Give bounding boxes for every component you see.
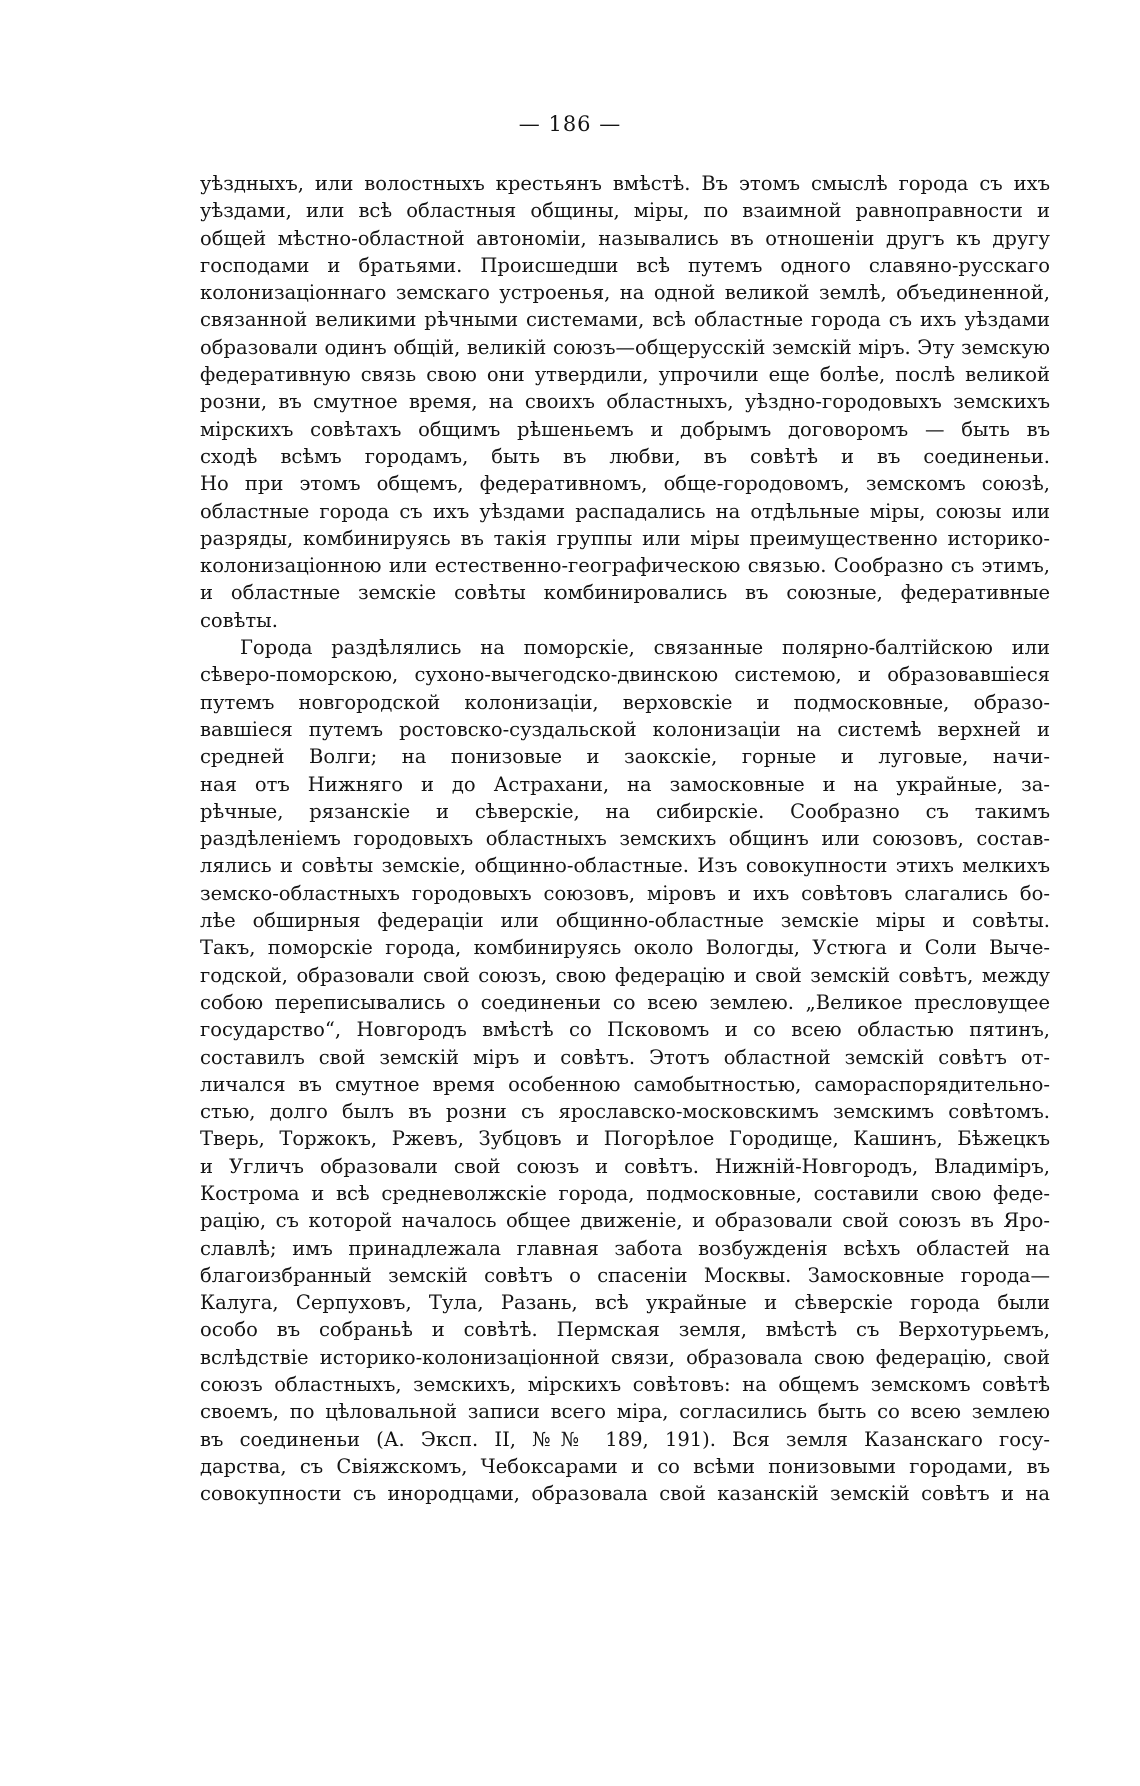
text-line: средней Волги; на понизовые и заокскіе, горные и луговые, начи- (200, 745, 1050, 769)
text-line: лѣе обширныя федераціи или общинно-областные земскіе міры и совѣты. (200, 909, 1050, 933)
text-line: годской, образовали свой союзъ, свою федерацію и свой земскій совѣтъ, между (200, 963, 1050, 987)
text-line: сходѣ всѣмъ городамъ, быть въ любви, въ совѣтѣ и въ соединеньи. (200, 444, 1050, 468)
text-line: составилъ свой земскій міръ и совѣтъ. Этотъ областной земскій совѣтъ от- (200, 1045, 1050, 1069)
text-line: славлѣ; имъ принадлежала главная забота возбужденія всѣхъ областей на (200, 1236, 1050, 1260)
text-line: земско-областныхъ городовыхъ союзовъ, міровъ и ихъ совѣтовъ слагались бо- (200, 881, 1050, 905)
text-line: вслѣдствіе историко-колонизаціонной связи, образовала свою федерацію, свой (200, 1345, 1050, 1369)
text-line: совокупности съ инородцами, образовала свой казанскій земскій совѣтъ и на (200, 1482, 1050, 1506)
text-line: мірскихъ совѣтахъ общимъ рѣшеньемъ и добрымъ договоромъ — быть въ (200, 417, 1050, 441)
text-line: особо въ собраньѣ и совѣтѣ. Пермская земля, вмѣстѣ съ Верхотурьемъ, (200, 1318, 1050, 1342)
text-line: общей мѣстно-областной автономіи, назывались въ отношеніи другъ къ другу (200, 226, 1050, 250)
text-line: уѣздныхъ, или волостныхъ крестьянъ вмѣстѣ. Въ этомъ смыслѣ города съ ихъ (200, 172, 1050, 195)
text-line: связанной великими рѣчными системами, всѣ областные города съ ихъ уѣздами (200, 308, 1050, 332)
text-line: уѣздами, или всѣ областныя общины, міры, по взаимной равноправности и (200, 199, 1050, 223)
text-line: розни, въ смутное время, на своихъ областныхъ, уѣздно-городовыхъ земскихъ (200, 390, 1050, 414)
text-line: своемъ, по цѣловальной записи всего міра, согласились быть со всею землею (200, 1400, 1050, 1424)
text-line: образовали одинъ общій, великій союзъ—общерусскій земскій міръ. Эту земскую (200, 335, 1050, 359)
text-line: личался въ смутное время особенною самобытностью, самораспорядительно- (200, 1072, 1050, 1096)
text-line: Калуга, Серпуховъ, Тула, Разань, всѣ украйные и сѣверскіе города были (200, 1291, 1050, 1315)
paragraph-1 (200, 170, 1050, 634)
text-line: ная отъ Нижняго и до Астрахани, на замосковные и на украйные, за- (200, 772, 1050, 796)
page-number: — 186 — (518, 112, 622, 136)
text-line: собою переписывались о соединеньи со всею землею. „Великое пресловущее (200, 990, 1050, 1014)
text-line: Тверь, Торжокъ, Ржевъ, Зубцовъ и Погорѣлое Городище, Кашинъ, Бѣжецкъ (200, 1127, 1050, 1151)
text-line: сѣверо-поморскою, сухоно-вычегодско-двинскою системою, и образовавшіеся (200, 663, 1050, 687)
text-line: въ соединеньи (А. Эксп. II, №№ 189, 191). Вся земля Казанскаго госу- (200, 1427, 1050, 1451)
text-line: Такъ, поморскіе города, комбинируясь около Вологды, Устюга и Соли Выче- (200, 936, 1050, 960)
text-line: благоизбранный земскій совѣтъ о спасеніи Москвы. Замосковные города— (200, 1263, 1050, 1287)
text-line: и Угличъ образовали свой союзъ и совѣтъ. Нижній-Новгородъ, Владиміръ, (200, 1154, 1050, 1178)
text-line: вавшіеся путемъ ростовско-суздальской колонизаціи на системѣ верхней и (200, 717, 1050, 741)
text-line: рацію, съ которой началось общее движеніе, и образовали свой союзъ въ Яро- (200, 1209, 1050, 1233)
text-line: раздѣленіемъ городовыхъ областныхъ земскихъ общинъ или союзовъ, состав- (200, 827, 1050, 851)
text-line: областные города съ ихъ уѣздами распадались на отдѣльные міры, союзы или (200, 499, 1050, 523)
text-line: союзъ областныхъ, земскихъ, мірскихъ совѣтовъ: на общемъ земскомъ совѣтѣ (200, 1373, 1050, 1397)
text-line: рѣчные, рязанскіе и сѣверскіе, на сибирскіе. Сообразно съ такимъ (200, 799, 1050, 823)
text-line: господами и братьями. Происшедши всѣ путемъ одного славяно-русскаго (200, 253, 1050, 277)
text-line: Но при этомъ общемъ, федеративномъ, обще-городовомъ, земскомъ союзѣ, (200, 472, 1050, 496)
text-line: дарства, съ Свіяжскомъ, Чебоксарами и со всѣми понизовыми городами, въ (200, 1454, 1050, 1478)
text-line: Кострома и всѣ средневолжскіе города, подмосковные, составили свою феде- (200, 1181, 1050, 1205)
text-line: колонизаціоннаго земскаго устроенья, на одной великой землѣ, объединенной, (200, 281, 1050, 305)
text-line: Города раздѣлялись на поморскіе, связанные полярно-балтійскою или (240, 636, 1050, 660)
paragraph-2 (200, 634, 1050, 1508)
text-line: стью, долго былъ въ розни съ ярославско-московскимъ земскимъ совѣтомъ. (200, 1100, 1050, 1124)
text-line: разряды, комбинируясь въ такія группы или міры преимущественно историко- (200, 526, 1050, 550)
body-text (200, 170, 1050, 1508)
text-line: колонизаціонною или естественно-географическою связью. Сообразно съ этимъ, (200, 554, 1050, 578)
text-line: федеративную связь свою они утвердили, упрочили еще болѣе, послѣ великой (200, 363, 1050, 387)
text-line: путемъ новгородской колонизаціи, верховскіе и подмосковные, образо- (200, 690, 1050, 714)
text-line: государство“, Новгородъ вмѣстѣ со Псковомъ и со всею областью пятинъ, (200, 1018, 1050, 1042)
text-line: и областные земскіе совѣты комбинировались въ союзные, федеративные (200, 581, 1050, 605)
text-line: лялись и совѣты земскіе, общинно-областные. Изъ совокупности этихъ мелкихъ (200, 854, 1050, 878)
text-line: совѣты. (200, 608, 278, 632)
